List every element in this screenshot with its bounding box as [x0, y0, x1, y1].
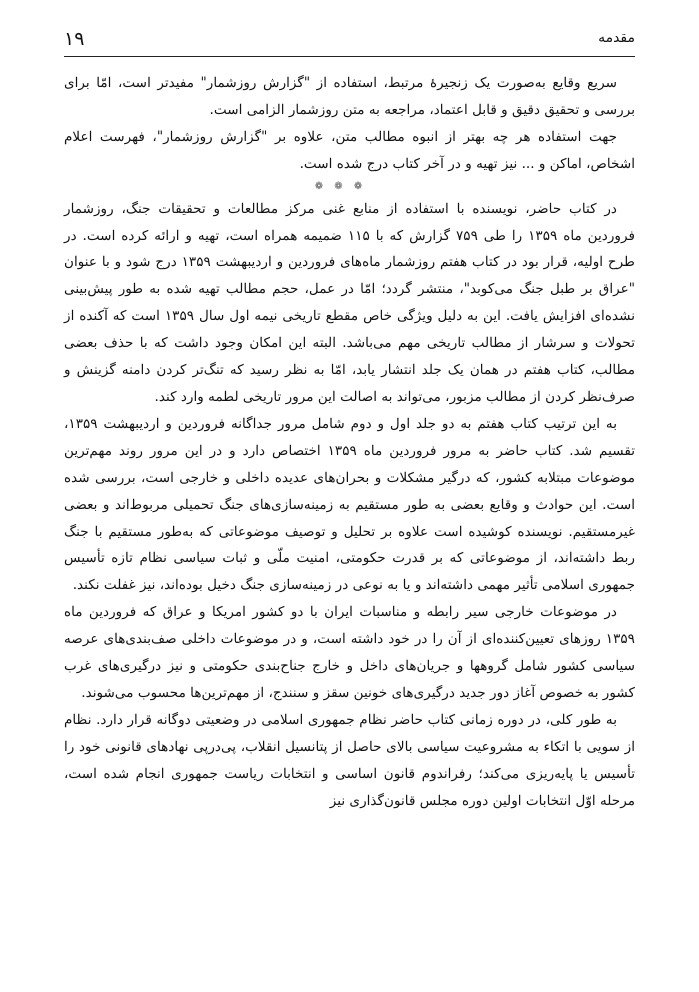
- section-separator: ❁ ❁ ❁: [314, 180, 367, 192]
- section-title: مقدمه: [598, 30, 635, 46]
- paragraph-6: به طور کلی، در دوره زمانی کتاب حاضر نظام جمهوری اسلامی در وضعیتی دوگانه قرار دارد. نظام از سویی با اتکاء به مشروعیت سیاسی بالای حاصل از پتانسیل انقلاب، پی‌درپی نهادهای قانونی خود را تأسیس یا پایه‌ریزی می‌کند؛ رفراندوم قانون اساسی و انتخابات ریاست جمهوری انجام شده است، مرحله اوّل انتخابات اولین دوره مجلس قانون‌گذاری نیز: [64, 711, 635, 809]
- header-rule: [64, 56, 635, 57]
- page-header: [64, 28, 635, 50]
- paragraph-4: به این ترتیب کتاب هفتم به دو جلد اول و دوم شامل مرور جداگانه فروردین و اردیبهشت ۱۳۵۹، تقسیم شد. کتاب حاضر به مرور فروردین ماه ۱۳۵۹ اختصاص دارد و در این مرور روند مهم‌ترین موضوعات مبتلابه کشور، که درگیر مشکلات و بحران‌های عدیده داخلی و خارجی است، بررسی شده است. این حوادث و وقایع بعضی به طور مستقیم به زمینه‌سازی‌های جنگ تحمیلی مربوط‌اند و بعضی غیرمستقیم. نویسنده کوشیده است علاوه بر تحلیل و توصیف موضوعاتی که به‌طور مستقیم با جنگ ربط داشته‌اند، از موضوعاتی که بر قدرت حکومتی، امنیت ملّی و ثبات سیاسی نظام تازه تأسیس جمهوری اسلامی تأثیر مهمی داشته‌اند و یا به نوعی در زمینه‌سازی جنگ دخیل بوده‌اند، نیز غفلت نکند.: [64, 415, 635, 594]
- paragraph-3: در کتاب حاضر، نویسنده با استفاده از منابع غنی مرکز مطالعات و تحقیقات جنگ، روزشمار فروردین ماه ۱۳۵۹ را طی ۷۵۹ گزارش که با ۱۱۵ ضمیمه همراه است، تهیه و ارائه کرده است. در طرح اولیه، قرار بود در کتاب هفتم روزشمار ماه‌های فروردین و اردیبهشت ۱۳۵۹ درج شود و با عنوان "عراق بر طبل جنگ می‌کوبد"، منتشر گردد؛ امّا در عمل، حجم مطالب تهیه شده به طور پیش‌بینی نشده‌ای افزایش یافت. این به دلیل ویژگی خاص مقطع تاریخی نیمه اول سال ۱۳۵۹ است که آکنده از تحولات و سرشار از مطالب تاریخی مهم می‌باشد. البته این امکان وجود داشت که با حذف بعضی مطالب، کتاب هفتم در همان یک جلد انتشار یابد، امّا به نظر رسید که تنگ‌تر کردن دامنه گزینش و صرف‌نظر کردن از مطالب مزبور، می‌تواند به اصالت این مرور تاریخی لطمه وارد کند.: [64, 200, 636, 405]
- body-text: [64, 70, 635, 814]
- paragraph-2: جهت استفاده هر چه بهتر از انبوه مطالب متن، علاوه بر "گزارش روزشمار"، فهرست اعلام اشخاص، اماکن و ... نیز تهیه و در آخر کتاب درج شده است.: [64, 128, 635, 172]
- paragraph-1: سریع وقایع به‌صورت یک زنجیرهٔ مرتبط، استفاده از "گزارش روزشمار" مفیدتر است، امّا برای بررسی و تحقیق دقیق و قابل اعتماد، مراجعه به متن روزشمار الزامی است.: [64, 75, 635, 118]
- paragraph-5: در موضوعات خارجی سیر رابطه و مناسبات ایران با دو کشور امریکا و عراق که فروردین ماه ۱۳۵۹ روزهای تعیین‌کننده‌ای از آن را در خود داشته است، و در موضوعات داخلی صف‌بندی‌های عرصه سیاسی کشور شامل گروهها و جریان‌های داخل و خارج جناح‌بندی حکومتی و نیز درگیری‌های غرب کشور به خصوص آغاز دور جدید درگیری‌های خونین سقز و سنندج، از مهم‌ترین‌ها محسوب می‌شوند.: [64, 604, 635, 701]
- page-number: ۱۹: [64, 28, 85, 50]
